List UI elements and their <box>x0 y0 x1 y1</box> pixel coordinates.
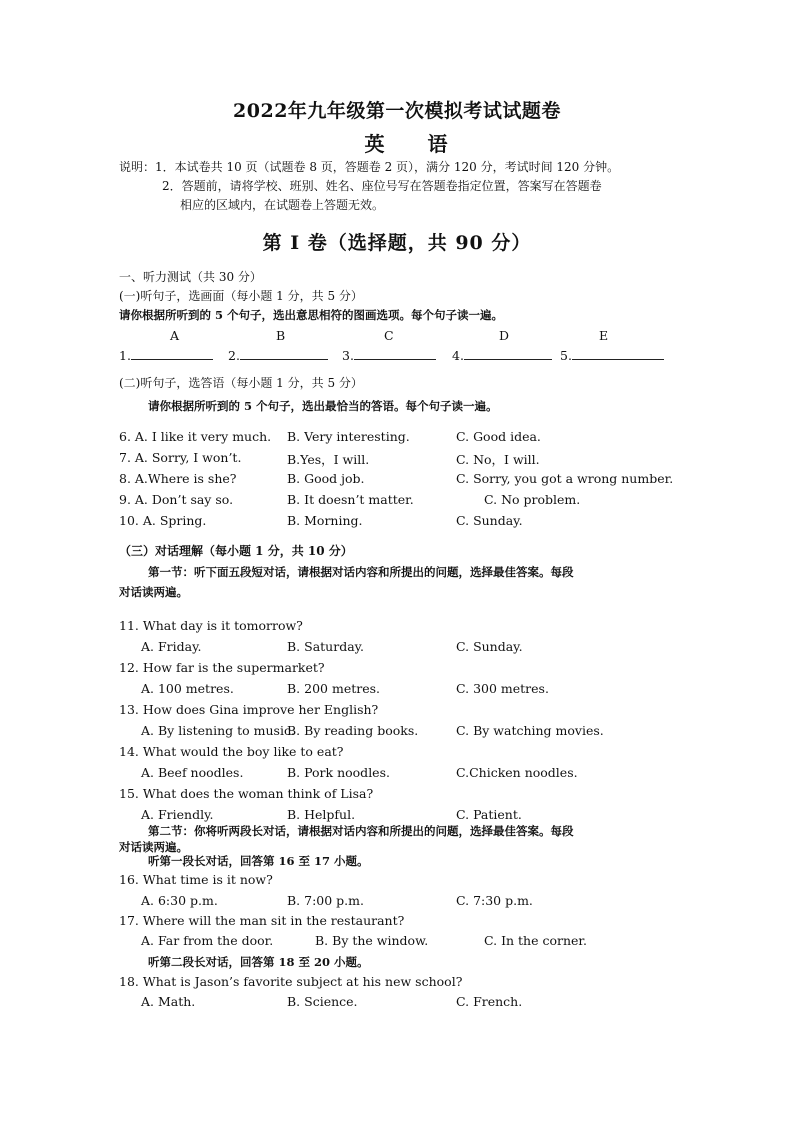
subject-title: 英 语 <box>364 132 466 156</box>
sub3-section1-line2: 对话读两遍。 <box>119 585 188 599</box>
q16-option-c[interactable]: C. 7:30 p.m. <box>456 893 533 908</box>
blank-number: 1. <box>119 348 131 363</box>
sub3-section2-line2: 对话读两遍。 <box>119 840 188 854</box>
long-dialog-2-intro: 听第二段长对话，回答第 18 至 20 小题。 <box>148 955 369 969</box>
note-line-1: 说明：1．本试卷共 10 页（试题卷 8 页，答题卷 2 页），满分 120 分，考试时间 120 分钟。 <box>119 160 620 174</box>
q13-option-c[interactable]: C. By watching movies. <box>456 723 604 738</box>
q12-option-b[interactable]: B. 200 metres. <box>287 681 380 696</box>
blank-line <box>572 346 664 360</box>
sub1-heading: (一)听句子，选画面（每小题 1 分，共 5 分） <box>119 289 363 303</box>
q15-option-a[interactable]: A. Friendly. <box>141 807 214 822</box>
picture-label-d: D <box>499 328 510 343</box>
picture-label-e: E <box>599 328 609 343</box>
q16-question: 16. What time is it now? <box>119 872 273 887</box>
long-dialog-1-intro: 听第一段长对话，回答第 16 至 17 小题。 <box>148 854 369 868</box>
q10-option-c[interactable]: C. Sunday. <box>456 513 523 528</box>
q11-question: 11. What day is it tomorrow? <box>119 618 303 633</box>
q15-question: 15. What does the woman think of Lisa? <box>119 786 374 801</box>
answer-blank-4[interactable] <box>452 346 552 363</box>
picture-label-c: C <box>384 328 394 343</box>
blank-line <box>354 346 436 360</box>
q14-option-b[interactable]: B. Pork noodles. <box>287 765 390 780</box>
q16-option-b[interactable]: B. 7:00 p.m. <box>287 893 364 908</box>
q18-option-c[interactable]: C. French. <box>456 994 523 1009</box>
q17-question: 17. Where will the man sit in the restaurant? <box>119 913 405 928</box>
sub3-heading: （三）对话理解（每小题 1 分，共 10 分） <box>119 544 353 558</box>
q6-option-a[interactable]: 6. A. I like it very much. <box>119 429 272 444</box>
blank-number: 3. <box>342 348 354 363</box>
q8-option-c[interactable]: C. Sorry, you got a wrong number. <box>456 471 674 486</box>
q13-question: 13. How does Gina improve her English? <box>119 702 379 717</box>
sub2-heading: (二)听句子，选答语（每小题 1 分，共 5 分） <box>119 376 363 390</box>
q8-option-b[interactable]: B. Good job. <box>287 471 365 486</box>
q18-question: 18. What is Jason’s favorite subject at his new school? <box>119 974 463 989</box>
sub1-instruction: 请你根据所听到的 5 个句子，选出意思相符的图画选项。每个句子读一遍。 <box>119 308 504 322</box>
answer-blank-2[interactable] <box>228 346 328 363</box>
note-line-3: 相应的区域内，在试题卷上答题无效。 <box>180 198 385 212</box>
q17-option-b[interactable]: B. By the window. <box>315 933 429 948</box>
q7-option-a[interactable]: 7. A. Sorry, I won’t. <box>119 450 242 465</box>
blank-line <box>240 346 328 360</box>
q9-option-a[interactable]: 9. A. Don’t say so. <box>119 492 234 507</box>
q13-option-a[interactable]: A. By listening to music. <box>141 723 295 738</box>
blank-line <box>131 346 213 360</box>
q17-option-a[interactable]: A. Far from the door. <box>141 933 274 948</box>
q11-option-c[interactable]: C. Sunday. <box>456 639 523 654</box>
q14-question: 14. What would the boy like to eat? <box>119 744 344 759</box>
q7-option-b[interactable]: B.Yes，I will. <box>287 452 370 467</box>
note-line-2: 2．答题前，请将学校、班别、姓名、座位号写在答题卷指定位置，答案写在答题卷 <box>162 179 602 193</box>
q7-option-c[interactable]: C. No，I will. <box>456 452 540 467</box>
q8-option-a[interactable]: 8. A.Where is she? <box>119 471 237 486</box>
q10-option-a[interactable]: 10. A. Spring. <box>119 513 207 528</box>
q18-option-b[interactable]: B. Science. <box>287 994 358 1009</box>
picture-label-b: B <box>276 328 286 343</box>
q18-option-a[interactable]: A. Math. <box>141 994 196 1009</box>
q13-option-b[interactable]: B. By reading books. <box>287 723 419 738</box>
sub3-section1-line1: 第一节：听下面五段短对话，请根据对话内容和所提出的问题，选择最佳答案。每段 <box>148 565 574 579</box>
q12-option-a[interactable]: A. 100 metres. <box>141 681 234 696</box>
q12-question: 12. How far is the supermarket? <box>119 660 325 675</box>
q15-option-c[interactable]: C. Patient. <box>456 807 522 822</box>
q17-option-c[interactable]: C. In the corner. <box>484 933 587 948</box>
answer-blank-1[interactable] <box>119 346 213 363</box>
q11-option-a[interactable]: A. Friday. <box>141 639 202 654</box>
blank-number: 2. <box>228 348 240 363</box>
picture-label-a: A <box>170 328 180 343</box>
q11-option-b[interactable]: B. Saturday. <box>287 639 365 654</box>
listening-heading: 一、听力测试（共 30 分） <box>119 270 262 284</box>
sub2-instruction: 请你根据所听到的 5 个句子，选出最恰当的答语。每个句子读一遍。 <box>148 399 498 413</box>
q6-option-c[interactable]: C. Good idea. <box>456 429 541 444</box>
part-one-title: 第 Ⅰ 卷（选择题，共 90 分） <box>262 232 532 254</box>
blank-number: 4. <box>452 348 464 363</box>
q9-option-b[interactable]: B. It doesn’t matter. <box>287 492 414 507</box>
q6-option-b[interactable]: B. Very interesting. <box>287 429 410 444</box>
q10-option-b[interactable]: B. Morning. <box>287 513 363 528</box>
blank-number: 5. <box>560 348 572 363</box>
exam-title: 2022年九年级第一次模拟考试试题卷 <box>233 100 561 122</box>
q9-option-c[interactable]: C. No problem. <box>484 492 581 507</box>
q15-option-b[interactable]: B. Helpful. <box>287 807 356 822</box>
answer-blank-3[interactable] <box>342 346 436 363</box>
q12-option-c[interactable]: C. 300 metres. <box>456 681 549 696</box>
answer-blank-5[interactable] <box>560 346 664 363</box>
q14-option-a[interactable]: A. Beef noodles. <box>141 765 244 780</box>
q16-option-a[interactable]: A. 6:30 p.m. <box>141 893 218 908</box>
blank-line <box>464 346 552 360</box>
q14-option-c[interactable]: C.Chicken noodles. <box>456 765 578 780</box>
sub3-section2-line1: 第二节：你将听两段长对话，请根据对话内容和所提出的问题，选择最佳答案。每段 <box>148 824 574 838</box>
